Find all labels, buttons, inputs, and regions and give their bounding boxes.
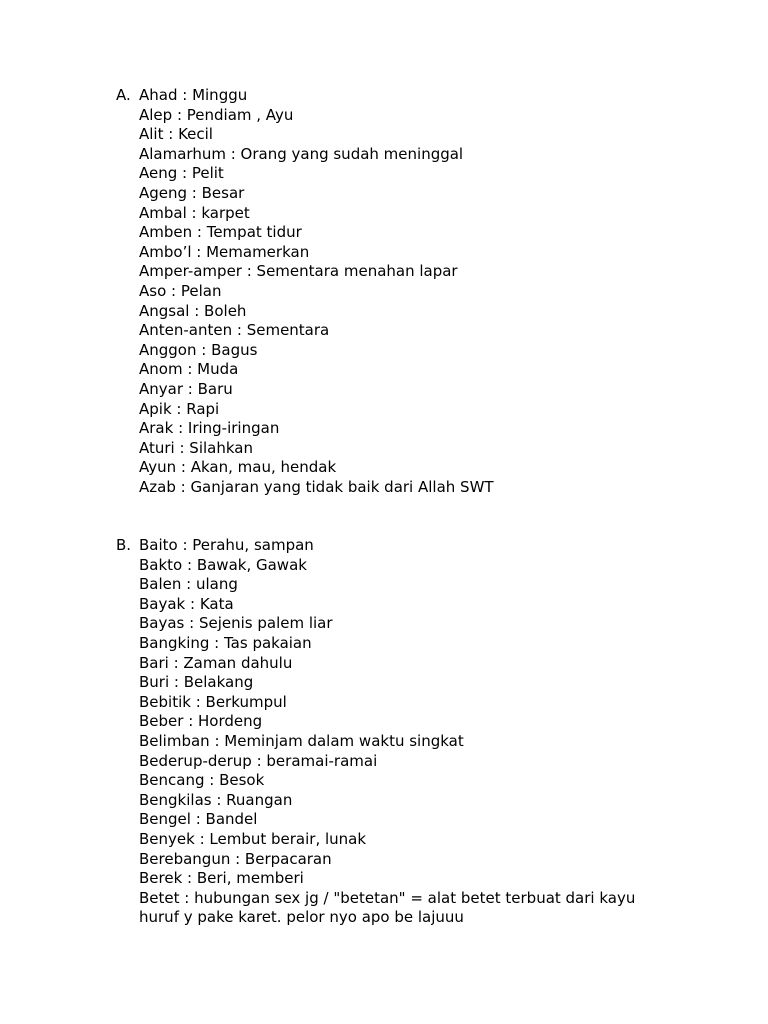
entry: Benyek : Lembut berair, lunak [139, 829, 367, 848]
entry: Baito : Perahu, sampan [139, 536, 314, 554]
entry: Belimban : Meminjam dalam waktu singkat [139, 731, 464, 750]
section-b-row [116, 536, 676, 928]
entry: Anom : Muda [139, 360, 239, 379]
entry: huruf y pake karet. pelor nyo apo be lajuuu [139, 908, 464, 927]
entry: Bederup-derup : beramai-ramai [139, 751, 378, 770]
entry: Ambal : karpet [139, 203, 250, 222]
entry: Bengkilas : Ruangan [139, 790, 293, 809]
entry: Aso : Pelan [139, 281, 222, 300]
entry: Bengel : Bandel [139, 810, 258, 829]
entry: Bakto : Bawak, Gawak [139, 555, 307, 574]
entry: Azab : Ganjaran yang tidak baik dari Allah SWT [139, 477, 494, 496]
entry: Apik : Rapi [139, 399, 220, 418]
entry: Alamarhum : Orang yang sudah meninggal [139, 144, 464, 163]
section-b [116, 536, 676, 928]
entry: Arak : Iring-iringan [139, 419, 280, 438]
entry: Ayun : Akan, mau, hendak [139, 458, 337, 477]
entry: Bangking : Tas pakaian [139, 633, 312, 652]
entry: Amben : Tempat tidur [139, 223, 302, 242]
entry: Beber : Hordeng [139, 712, 263, 731]
entry: Amper-amper : Sementara menahan lapar [139, 262, 458, 281]
entry: Ageng : Besar [139, 183, 245, 202]
section-a-entries [139, 86, 676, 497]
section-b-marker: B. [116, 536, 132, 554]
entry: Berebangun : Berpacaran [139, 849, 332, 868]
section-a [116, 86, 676, 497]
entry: Balen : ulang [139, 575, 238, 594]
section-a-row [116, 86, 676, 497]
entry: Angsal : Boleh [139, 301, 247, 320]
entry: Betet : hubungan sex jg / "betetan" = alat betet terbuat dari kayu [139, 888, 636, 907]
entry: Bebitik : Berkumpul [139, 692, 287, 711]
entry: Anggon : Bagus [139, 340, 258, 359]
entry: Bari : Zaman dahulu [139, 653, 293, 672]
entry: Alit : Kecil [139, 125, 213, 144]
section-b-entries [139, 536, 676, 928]
entry: Anyar : Baru [139, 379, 233, 398]
entry: Alep : Pendiam , Ayu [139, 105, 294, 124]
entry: Ambo’l : Memamerkan [139, 242, 310, 261]
entry: Aeng : Pelit [139, 164, 224, 183]
entry: Berek : Beri, memberi [139, 869, 304, 888]
entry: Ahad : Minggu [139, 86, 248, 104]
entry: Anten-anten : Sementara [139, 321, 330, 340]
entry: Bayak : Kata [139, 594, 234, 613]
entry: Aturi : Silahkan [139, 438, 253, 457]
section-a-marker: A. [116, 86, 131, 104]
entry: Bayas : Sejenis palem liar [139, 614, 333, 633]
entry: Bencang : Besok [139, 771, 265, 790]
entry: Buri : Belakang [139, 673, 254, 692]
